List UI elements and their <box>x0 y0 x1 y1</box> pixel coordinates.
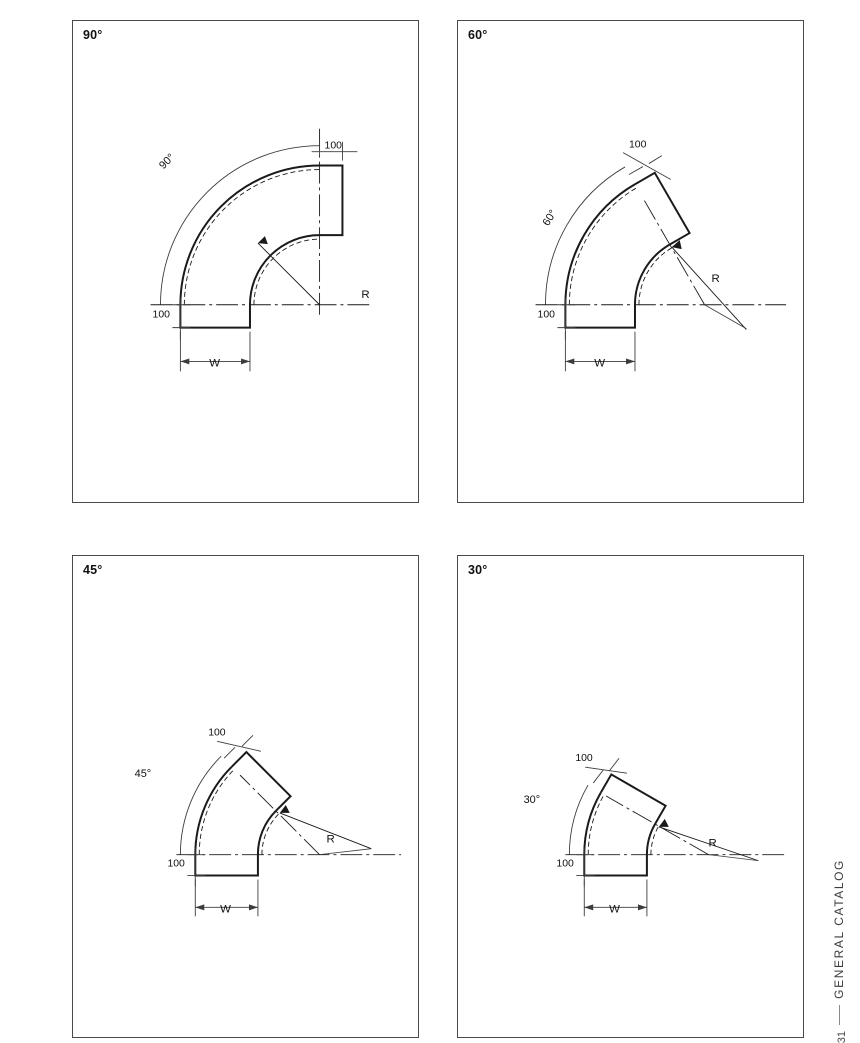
outlet-axis-center-line <box>240 775 320 855</box>
width-arrowhead-right <box>626 358 635 364</box>
radius-label: R <box>326 833 335 846</box>
bottom-flange-label: 100 <box>537 309 555 321</box>
radius-label: R <box>711 272 720 285</box>
duct-outer-wall <box>195 767 231 855</box>
top-flange-ext-line-1 <box>629 167 643 175</box>
elbow-90-drawing <box>73 21 418 502</box>
radius-reference-line <box>705 305 747 329</box>
liner-inner-dashed-arc <box>262 814 279 855</box>
elbow-60-panel <box>457 20 804 503</box>
panel-title: 90° <box>83 28 103 42</box>
elbow-30-drawing <box>458 556 803 1037</box>
top-flange-dim-line <box>217 741 261 751</box>
radius-arrowhead <box>659 819 669 827</box>
width-arrowhead-left <box>584 904 593 910</box>
inlet-flange <box>180 305 250 328</box>
outlet-axis-center-line <box>606 796 708 855</box>
outer-reference-arc <box>545 167 625 305</box>
outlet-flange <box>232 752 291 811</box>
outlet-flange <box>320 166 343 236</box>
footer-divider <box>839 1005 840 1025</box>
duct-outer-wall <box>565 184 635 305</box>
top-flange-ext-line-2 <box>242 735 253 746</box>
top-flange-label: 100 <box>629 139 647 151</box>
width-arrowhead-left <box>180 358 189 364</box>
angle-label: 30° <box>523 793 541 806</box>
width-arrowhead-left <box>565 358 574 364</box>
inlet-flange <box>195 855 258 876</box>
angle-label: 90° <box>157 151 178 172</box>
bottom-flange-label: 100 <box>556 858 574 870</box>
width-arrowhead-right <box>249 904 258 910</box>
duct-outer-wall <box>584 793 601 855</box>
page-number: 31 <box>836 1030 848 1043</box>
radius-leader-line <box>280 813 371 849</box>
outer-reference-arc <box>180 756 221 854</box>
top-flange-label: 100 <box>324 140 342 152</box>
inlet-flange <box>565 305 635 328</box>
bottom-flange-label: 100 <box>167 858 185 870</box>
radius-label: R <box>708 837 717 850</box>
angle-label: 45° <box>134 768 152 781</box>
radius-leader-line <box>672 247 747 330</box>
outlet-axis-center-line <box>643 199 704 305</box>
radius-leader-line <box>258 243 320 305</box>
radius-arrowhead <box>258 236 268 244</box>
top-flange-label: 100 <box>208 727 226 739</box>
top-flange-ext-line-2 <box>649 156 662 164</box>
top-flange-label: 100 <box>575 753 593 765</box>
width-arrowhead-left <box>195 904 204 910</box>
duct-inner-wall <box>258 811 276 855</box>
top-flange-ext-line-2 <box>609 758 619 771</box>
top-flange-dim-line <box>585 767 627 773</box>
duct-inner-wall <box>635 244 670 304</box>
elbow-90-panel <box>72 20 419 503</box>
radius-label: R <box>361 288 370 301</box>
width-label: W <box>209 357 220 370</box>
elbow-30-panel <box>457 555 804 1038</box>
panel-title: 60° <box>468 28 488 42</box>
width-label: W <box>609 903 620 916</box>
catalog-footer-label: GENERAL CATALOG <box>832 859 846 999</box>
width-arrowhead-right <box>241 358 250 364</box>
angle-label: 60° <box>540 207 560 229</box>
width-label: W <box>220 903 231 916</box>
top-flange-ext-line-1 <box>224 747 235 758</box>
elbow-45-panel <box>72 555 419 1038</box>
panel-title: 30° <box>468 563 488 577</box>
width-arrowhead-right <box>638 904 647 910</box>
radius-reference-line <box>320 849 372 855</box>
outlet-flange <box>601 774 666 823</box>
top-flange-dim-line <box>623 153 671 180</box>
elbow-45-drawing <box>73 556 418 1037</box>
outlet-flange <box>635 173 690 245</box>
inlet-flange <box>584 855 647 876</box>
liner-outer-dashed-arc <box>199 770 234 855</box>
bottom-flange-label: 100 <box>152 309 170 321</box>
liner-outer-dashed-arc <box>569 188 637 305</box>
elbow-60-drawing <box>458 21 803 502</box>
width-label: W <box>594 357 605 370</box>
panel-title: 45° <box>83 563 103 577</box>
top-flange-ext-line-1 <box>593 770 603 783</box>
